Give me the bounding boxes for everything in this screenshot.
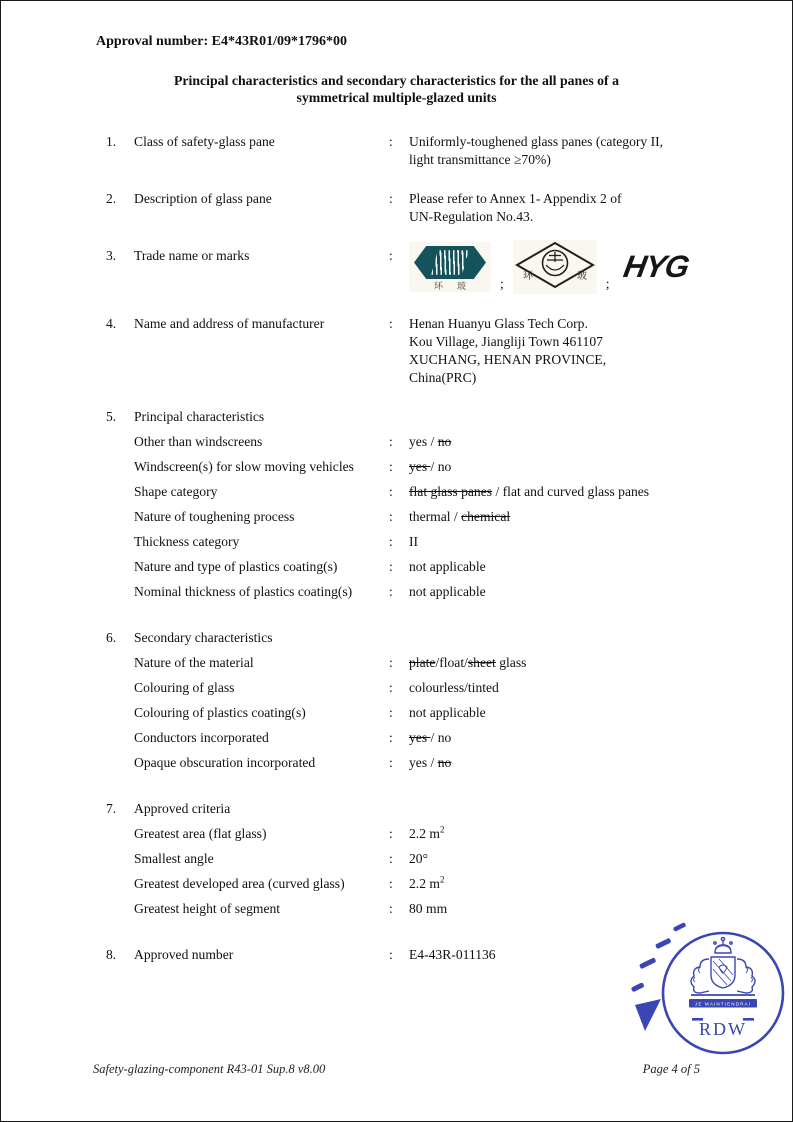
value-text: not applicable bbox=[409, 705, 486, 720]
row-value bbox=[409, 433, 756, 451]
value-text: not applicable bbox=[409, 559, 486, 574]
row-label: Other than windscreens bbox=[134, 434, 263, 449]
sub-row bbox=[134, 433, 756, 451]
sub-row bbox=[134, 508, 756, 526]
value-text: 2.2 m bbox=[409, 826, 440, 841]
row-value bbox=[409, 583, 756, 601]
row-label: Nature of the material bbox=[134, 655, 254, 670]
struck-text: sheet bbox=[467, 655, 496, 670]
diamond-emblem-icon bbox=[515, 241, 595, 293]
value-line bbox=[409, 351, 756, 369]
value-text: / no bbox=[430, 459, 452, 474]
sub-row bbox=[134, 558, 756, 576]
item-row bbox=[106, 800, 756, 818]
row-label: Colouring of glass bbox=[134, 680, 235, 695]
item-row bbox=[106, 190, 756, 226]
hexagon-logo-caption: 环玻 bbox=[433, 281, 480, 291]
item-label: Secondary characteristics bbox=[134, 630, 273, 645]
sub-row bbox=[134, 458, 756, 476]
value-line bbox=[409, 333, 756, 351]
rdw-stamp bbox=[629, 919, 793, 1067]
item-row bbox=[106, 408, 756, 426]
item-row bbox=[106, 133, 756, 169]
coat-of-arms-icon bbox=[691, 937, 755, 995]
colon: : bbox=[389, 826, 393, 841]
value-line bbox=[409, 315, 756, 333]
value-line bbox=[409, 190, 756, 208]
value-line bbox=[409, 133, 756, 151]
title-line-1: Principal characteristics and secondary characteristics for the all panes of a bbox=[173, 73, 619, 88]
row-value bbox=[409, 533, 756, 551]
svg-text:环: 环 bbox=[522, 271, 533, 282]
row-value bbox=[409, 508, 756, 526]
row-value bbox=[409, 458, 756, 476]
item-label: Trade name or marks bbox=[134, 248, 250, 263]
value-text: light transmittance ≥70%) bbox=[409, 152, 551, 167]
subrows bbox=[106, 654, 756, 772]
row-label: Shape category bbox=[134, 484, 218, 499]
item-label: Approved number bbox=[134, 947, 234, 962]
row-label: Nominal thickness of plastics coating(s) bbox=[134, 584, 353, 599]
row-label: Windscreen(s) for slow moving vehicles bbox=[134, 459, 354, 474]
row-label: Opaque obscuration incorporated bbox=[134, 755, 316, 770]
footer-document-reference: Safety-glazing-component R43-01 Sup.8 v8.00 bbox=[93, 1062, 326, 1076]
colon: : bbox=[389, 316, 393, 331]
value-text: / no bbox=[430, 730, 452, 745]
trademark-logos bbox=[409, 240, 756, 294]
rdw-label: RDW bbox=[699, 1019, 747, 1039]
sub-row bbox=[134, 825, 756, 843]
item-5 bbox=[106, 408, 756, 601]
approval-number: Approval number: E4*43R01/09*1796*00 bbox=[96, 34, 347, 49]
row-value bbox=[409, 850, 756, 868]
value-line bbox=[409, 208, 756, 226]
value-text: Uniformly-toughened glass panes (category II, bbox=[409, 134, 664, 149]
motto-text: JE MAINTIENDRAI bbox=[694, 1001, 752, 1007]
item-7 bbox=[106, 800, 756, 918]
row-value bbox=[409, 483, 756, 501]
colon: : bbox=[389, 851, 393, 866]
item-6 bbox=[106, 629, 756, 772]
footer-page-number: Page 4 of 5 bbox=[642, 1062, 700, 1076]
row-value bbox=[409, 825, 756, 843]
item-number: 8. bbox=[106, 947, 117, 962]
value-text: / flat and curved glass panes bbox=[492, 484, 650, 499]
sub-row bbox=[134, 900, 756, 918]
colon: : bbox=[389, 434, 393, 449]
row-label: Nature and type of plastics coating(s) bbox=[134, 559, 338, 574]
colon: : bbox=[389, 584, 393, 599]
value-text: UN-Regulation No.43. bbox=[409, 209, 534, 224]
row-value bbox=[409, 558, 756, 576]
item-4 bbox=[106, 315, 756, 387]
value-text: glass bbox=[495, 655, 527, 670]
item-row bbox=[106, 247, 756, 294]
item-number: 3. bbox=[106, 248, 117, 263]
colon: : bbox=[389, 680, 393, 695]
subrows bbox=[106, 825, 756, 918]
colon: : bbox=[389, 484, 393, 499]
value-text: yes / bbox=[409, 434, 438, 449]
row-label: Conductors incorporated bbox=[134, 730, 269, 745]
value-text: thermal / bbox=[409, 509, 462, 524]
subrows bbox=[106, 433, 756, 601]
separator: ; bbox=[500, 276, 504, 291]
value-text: II bbox=[409, 534, 419, 549]
value-text: Henan Huanyu Glass Tech Corp. bbox=[409, 316, 588, 331]
struck-text: plate bbox=[409, 655, 436, 670]
item-value bbox=[409, 247, 756, 294]
hyg-logo: HYG bbox=[620, 249, 691, 284]
wave-pattern-icon bbox=[426, 244, 473, 281]
value-text: /float/ bbox=[435, 655, 468, 670]
row-value bbox=[409, 875, 756, 893]
value-text: Please refer to Annex 1- Appendix 2 of bbox=[409, 191, 622, 206]
row-label: Thickness category bbox=[134, 534, 240, 549]
row-label: Greatest height of segment bbox=[134, 901, 281, 916]
row-value bbox=[409, 679, 756, 697]
value-text: E4-43R-011136 bbox=[409, 947, 496, 962]
row-value bbox=[409, 900, 756, 918]
row-value bbox=[409, 654, 756, 672]
value-text: yes / bbox=[409, 755, 438, 770]
item-number: 2. bbox=[106, 191, 117, 206]
struck-text: no bbox=[437, 755, 452, 770]
row-label: Greatest developed area (curved glass) bbox=[134, 876, 345, 891]
item-2 bbox=[106, 190, 756, 226]
colon: : bbox=[389, 248, 393, 263]
row-label: Smallest angle bbox=[134, 851, 214, 866]
struck-text: flat glass panes bbox=[409, 484, 493, 499]
svg-text:玻: 玻 bbox=[576, 271, 587, 282]
value-line bbox=[409, 369, 756, 387]
item-row bbox=[106, 629, 756, 647]
colon: : bbox=[389, 559, 393, 574]
value-text: 2 bbox=[439, 874, 445, 885]
value-text: 2.2 m bbox=[409, 876, 440, 891]
value-text: XUCHANG, HENAN PROVINCE, bbox=[409, 352, 607, 367]
items-list bbox=[1, 133, 792, 964]
struck-text: yes bbox=[409, 459, 431, 474]
title-line-2: symmetrical multiple-glazed units bbox=[296, 90, 497, 105]
value-line bbox=[409, 151, 756, 169]
sub-row bbox=[134, 704, 756, 722]
row-value bbox=[409, 729, 756, 747]
sub-row bbox=[134, 583, 756, 601]
colon: : bbox=[389, 901, 393, 916]
sub-row bbox=[134, 850, 756, 868]
colon: : bbox=[389, 134, 393, 149]
item-value bbox=[409, 315, 756, 387]
struck-text: yes bbox=[409, 730, 431, 745]
hexagon-trademark-logo bbox=[409, 242, 491, 292]
item-number: 4. bbox=[106, 316, 117, 331]
value-text: 20° bbox=[409, 851, 429, 866]
sub-row bbox=[134, 754, 756, 772]
item-label: Name and address of manufacturer bbox=[134, 316, 325, 331]
value-text: 80 mm bbox=[409, 901, 448, 916]
value-text: 2 bbox=[439, 824, 445, 835]
hexagon-shape-icon bbox=[414, 246, 486, 279]
item-label: Approved criteria bbox=[134, 801, 231, 816]
item-label: Principal characteristics bbox=[134, 409, 265, 424]
value-text: China(PRC) bbox=[409, 370, 477, 385]
row-value bbox=[409, 754, 756, 772]
item-number: 5. bbox=[106, 409, 117, 424]
struck-text: no bbox=[437, 434, 452, 449]
item-row bbox=[106, 315, 756, 387]
colon: : bbox=[389, 755, 393, 770]
colon: : bbox=[389, 947, 393, 962]
item-number: 1. bbox=[106, 134, 117, 149]
value-text: colourless/tinted bbox=[409, 680, 499, 695]
colon: : bbox=[389, 459, 393, 474]
row-label: Greatest area (flat glass) bbox=[134, 826, 267, 841]
colon: : bbox=[389, 509, 393, 524]
colon: : bbox=[389, 191, 393, 206]
ink-streaks-icon bbox=[631, 922, 687, 1031]
sub-row bbox=[134, 679, 756, 697]
page-footer bbox=[1, 1062, 792, 1077]
sub-row bbox=[134, 875, 756, 893]
item-number: 7. bbox=[106, 801, 117, 816]
item-label: Class of safety-glass pane bbox=[134, 134, 275, 149]
colon: : bbox=[389, 534, 393, 549]
sub-row bbox=[134, 729, 756, 747]
diamond-trademark-logo bbox=[513, 240, 597, 294]
row-label: Nature of toughening process bbox=[134, 509, 295, 524]
item-label: Description of glass pane bbox=[134, 191, 272, 206]
row-value bbox=[409, 704, 756, 722]
item-1 bbox=[106, 133, 756, 169]
value-text: not applicable bbox=[409, 584, 486, 599]
colon: : bbox=[389, 705, 393, 720]
sub-row bbox=[134, 483, 756, 501]
separator: ; bbox=[605, 276, 610, 291]
colon: : bbox=[389, 730, 393, 745]
item-3 bbox=[106, 247, 756, 294]
row-label: Colouring of plastics coating(s) bbox=[134, 705, 306, 720]
item-number: 6. bbox=[106, 630, 117, 645]
struck-text: chemical bbox=[461, 509, 511, 524]
item-value bbox=[409, 133, 756, 169]
page-title bbox=[1, 72, 792, 106]
item-value bbox=[409, 190, 756, 226]
colon: : bbox=[389, 876, 393, 891]
colon: : bbox=[389, 655, 393, 670]
value-text: Kou Village, Jiangliji Town 461107 bbox=[409, 334, 603, 349]
sub-row bbox=[134, 533, 756, 551]
sub-row bbox=[134, 654, 756, 672]
